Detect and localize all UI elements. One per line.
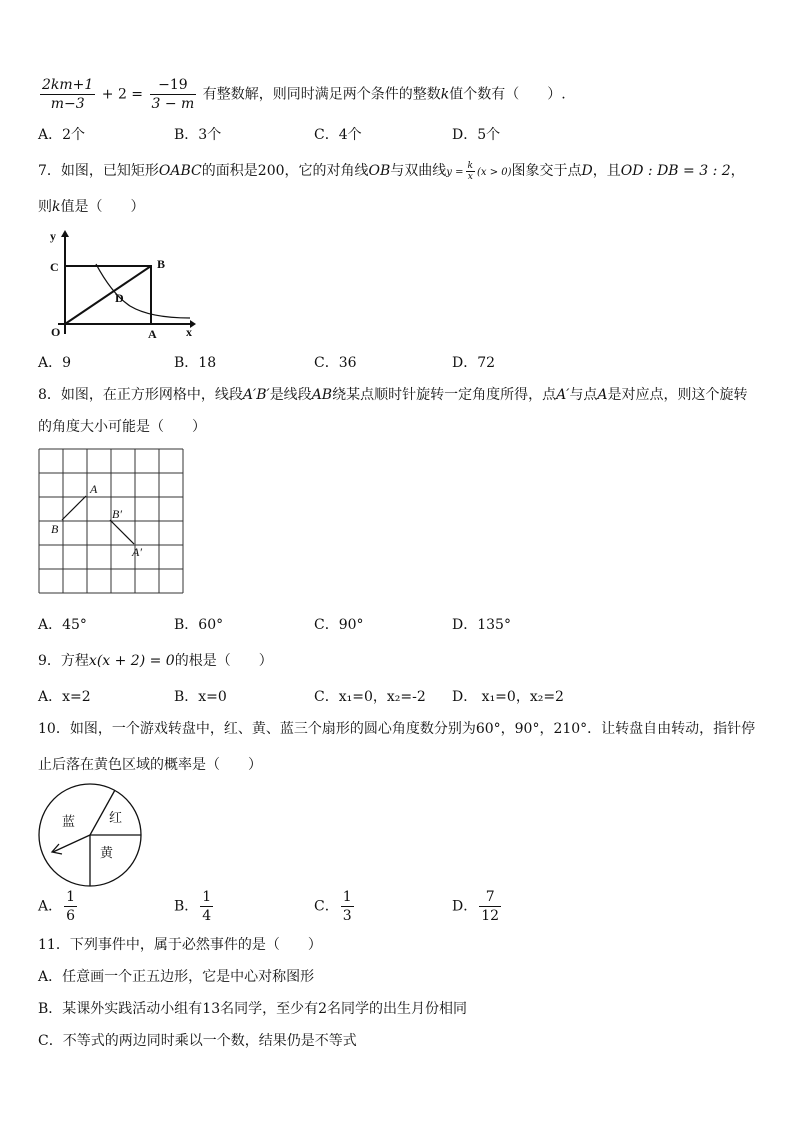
q11-option-a: A．任意画一个正五边形，它是中心对称图形 (38, 969, 315, 985)
q8-label-a: A (90, 482, 98, 496)
q7-func: y = (446, 167, 464, 178)
q8-option-a: A．45° (38, 617, 87, 633)
q6-fraction-2 (150, 76, 197, 113)
q8-text-e: 是对应点，则这个旋转 (607, 387, 748, 403)
q11-option-c: C．不等式的两边同时乘以一个数，结果仍是不等式 (38, 1033, 357, 1049)
q8-label-b: B (51, 522, 59, 536)
q7-stem-line1 (38, 160, 745, 182)
q10-stem-line1: 10．如图，一个游戏转盘中，红、黄、蓝三个扇形的圆心角度数分别为60°，90°，210°．让转盘自由转动，指针停 (38, 721, 756, 737)
q10-option-c-den: 3 (342, 908, 352, 924)
q9-option-d: D． x₁=0，x₂=2 (452, 689, 564, 705)
q6-plus-two: + 2 = (101, 86, 144, 103)
q7-label-x: x (186, 325, 192, 339)
q10-option-d-den: 12 (481, 908, 500, 924)
q10-option-c-num: 1 (342, 889, 352, 905)
q6-frac2-denominator: 3 − m (151, 96, 195, 112)
q7-condition: (x > 0) (476, 167, 512, 178)
q7-option-a: A．9 (38, 355, 72, 371)
q6-option-b: B．3个 (174, 127, 222, 143)
q7-d: D (581, 163, 593, 179)
q7-label-b: B (157, 257, 166, 271)
q9-option-c: C．x₁=0，x₂=-2 (314, 689, 426, 705)
q7-text-g: 则 (38, 199, 52, 215)
q6-option-c: C．4个 (314, 127, 362, 143)
q10-option-a-num: 1 (66, 889, 76, 905)
q10-option-c (314, 888, 356, 925)
q7-text-h: 值是（ ） (60, 199, 145, 215)
q8-text-a: 8．如图，在正方形网格中，线段 (38, 387, 243, 403)
q7-fraction (466, 161, 475, 182)
q8-option-c: C．90° (314, 617, 364, 633)
q7-frac-den: x (467, 171, 473, 182)
q6-option-d: D．5个 (452, 127, 501, 143)
q8-option-b: B．60° (174, 617, 224, 633)
q10-option-c-label: C． (314, 898, 339, 915)
q10-spinner-figure (37, 782, 143, 888)
q7-y-arrow (61, 230, 69, 237)
q6-k: k (440, 86, 450, 103)
q8-text-c: 绕某点顺时针旋转一定角度所得，点 (332, 387, 557, 403)
q8-stem-line1 (38, 384, 748, 404)
q10-option-b (174, 888, 215, 925)
q9-equation: x(x + 2) = 0 (88, 653, 175, 669)
q7-label-c: C (50, 260, 59, 274)
q10-option-b-label: B． (174, 898, 199, 915)
q7-oabc: OABC (158, 163, 202, 179)
q7-figure (40, 226, 200, 344)
q8-ab-prime: A′B′ (242, 387, 270, 403)
q7-text-a: 7．如图，已知矩形 (38, 163, 159, 179)
q7-ob: OB (368, 163, 391, 179)
q8-option-d: D．135° (452, 617, 511, 633)
q8-label-b-prime: B′ (112, 507, 122, 521)
q8-stem-line2: 的角度大小可能是（ ） (38, 419, 206, 435)
q6-fraction-1 (40, 76, 95, 113)
q7-diagonal-ob (65, 266, 151, 324)
q7-label-a: A (148, 327, 157, 341)
q10-option-a (38, 888, 79, 925)
q10-pointer (53, 835, 90, 852)
q6-text: 有整数解，则同时满足两个条件的整数 (202, 86, 441, 103)
q7-label-o: O (51, 325, 61, 339)
q9-text-b: 的根是（ ） (174, 653, 273, 669)
q10-option-b-den: 4 (202, 908, 212, 924)
q9-text-a: 9．方程 (38, 653, 89, 669)
q7-text-f: ， (730, 163, 745, 179)
q11-option-b: B．某课外实践活动小组有13名同学，至少有2名同学的出生月份相同 (38, 1001, 468, 1017)
q7-label-y: y (50, 229, 56, 243)
q7-text-d: 图象交于点 (511, 163, 582, 179)
q10-stem-line2: 止后落在黄色区域的概率是（ ） (38, 757, 262, 773)
q8-segment-ab (62, 496, 86, 520)
q10-option-d-label: D． (452, 898, 478, 915)
q7-text-e: ，且 (592, 163, 621, 179)
q9-stem (38, 650, 273, 670)
q10-option-a-label: A． (38, 898, 63, 915)
q6-frac2-numerator: −19 (150, 76, 197, 95)
q8-a: A (597, 387, 608, 403)
q7-k: k (52, 199, 61, 215)
q6-stem (38, 76, 566, 113)
q9-option-a: A．x=2 (38, 689, 91, 705)
q8-a-prime: A′ (556, 387, 570, 403)
q6-text2: 值个数有（ ）. (449, 86, 566, 103)
q7-stem-line2 (38, 196, 144, 216)
q7-option-b: B．18 (174, 355, 217, 371)
q8-segment-ab-prime (110, 520, 134, 544)
q7-frac-num: k (467, 160, 473, 171)
q10-label-blue: 蓝 (62, 815, 76, 830)
q10-option-d (452, 888, 503, 925)
q8-grid-figure (38, 448, 184, 594)
q10-label-yellow: 黄 (100, 846, 114, 861)
q6-option-a: A．2个 (38, 127, 86, 143)
q10-option-a-den: 6 (66, 908, 76, 924)
q8-text-b: 是线段 (269, 387, 312, 403)
q7-option-c: C．36 (314, 355, 357, 371)
q7-text-b: 的面积是200，它的对角线 (201, 163, 369, 179)
q9-option-b: B．x=0 (174, 689, 227, 705)
q8-text-d: 与点 (569, 387, 598, 403)
q7-text-c: 与双曲线 (390, 163, 447, 179)
q6-frac1-denominator: m−3 (50, 96, 85, 112)
q7-label-d: D (115, 291, 124, 305)
q7-ratio: OD : DB = 3 : 2 (620, 163, 731, 179)
q6-frac1-numerator: 2km+1 (42, 77, 94, 93)
q10-option-b-num: 1 (202, 889, 212, 905)
q8-label-a-prime: A′ (132, 545, 142, 559)
q10-label-red: 红 (109, 811, 123, 826)
q8-ab: AB (311, 387, 333, 403)
q7-option-d: D．72 (452, 355, 496, 371)
q11-stem: 11．下列事件中，属于必然事件的是（ ） (38, 937, 322, 953)
q10-option-d-num: 7 (479, 888, 501, 907)
